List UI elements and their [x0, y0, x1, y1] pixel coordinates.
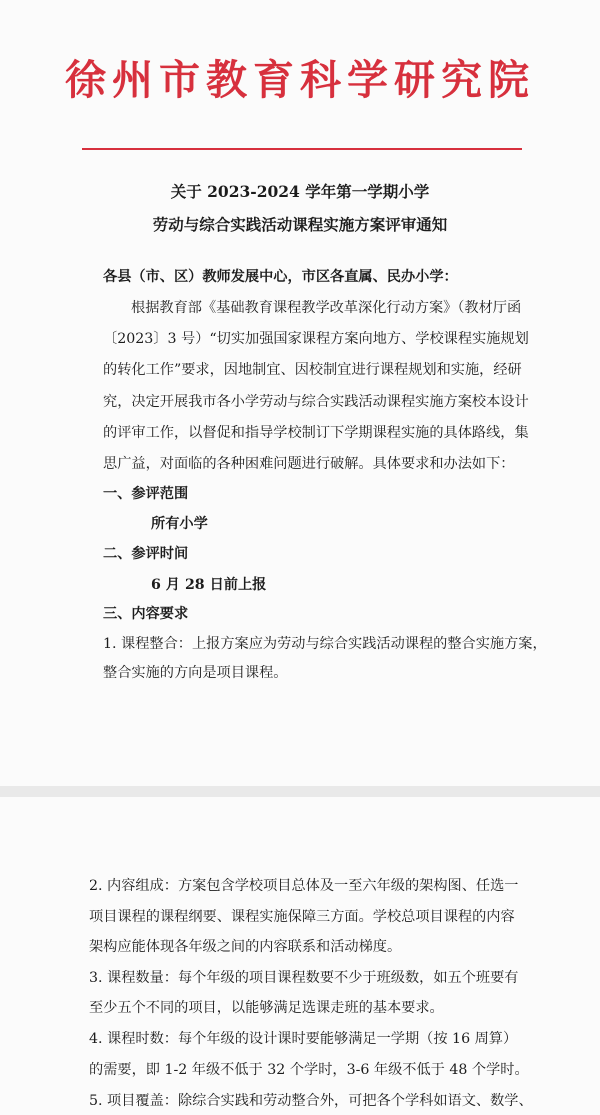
intro-line: 思广益，对面临的各种困难问题进行破解。具体要求和办法如下：	[103, 456, 515, 472]
requirement-item: 的需要，即 1-2 年级不低于 32 个学时，3-6 年级不低于 48 个学时。	[89, 1062, 529, 1078]
section-content: 所有小学	[151, 516, 208, 532]
intro-line: 究，决定开展我市各小学劳动与综合实践活动课程实施方案校本设计	[103, 394, 529, 410]
intro-line: 的转化工作”要求，因地制宜、因校制宜进行课程规划和实施，经研	[103, 362, 522, 378]
section-heading: 三、内容要求	[103, 606, 189, 622]
requirement-item: 2. 内容组成：方案包含学校项目总体及一至六年级的架构图、任选一	[89, 878, 519, 894]
section-heading: 二、参评时间	[103, 546, 189, 562]
notice-title-line-1: 关于 2023-2024 学年第一学期小学	[170, 182, 430, 201]
requirement-item: 整合实施的方向是项目课程。	[103, 665, 288, 681]
section-heading: 一、参评范围	[103, 486, 189, 502]
requirement-item: 至少五个不同的项目，以能够满足选课走班的基本要求。	[89, 1000, 444, 1016]
notice-title-line-2: 劳动与综合实践活动课程实施方案评审通知	[152, 215, 448, 234]
requirement-item: 3. 课程数量：每个年级的项目课程数要不少于班级数，如五个班要有	[89, 970, 519, 986]
salutation: 各县（市、区）教师发展中心，市区各直属、民办小学：	[103, 269, 458, 285]
requirement-item: 1. 课程整合：上报方案应为劳动与综合实践活动课程的整合实施方案，	[103, 636, 547, 652]
requirement-item: 5. 项目覆盖：除综合实践和劳动整合外，可把各个学科如语文、数学、	[89, 1093, 533, 1109]
requirement-item: 4. 课程时数：每个年级的设计课时要能够满足一学期（按 16 周算）	[89, 1031, 518, 1047]
intro-line: 〔2023〕3 号）“切实加强国家课程方案向地方、学校课程实施规划	[103, 331, 529, 347]
requirement-item: 项目课程的课程纲要、课程实施保障三方面。学校总项目课程的内容	[89, 909, 515, 925]
letterhead-red-rule	[82, 148, 522, 150]
intro-line: 根据教育部《基础教育课程教学改革深化行动方案》（教材厅函	[131, 300, 522, 316]
section-content: 6 月 28 日前上报	[151, 577, 267, 593]
org-letterhead-title: 徐州市教育科学研究院	[65, 56, 535, 104]
document-page-2	[0, 797, 600, 1115]
requirement-item: 架构应能体现各年级之间的内容联系和活动梯度。	[89, 939, 402, 955]
page-separator	[0, 786, 600, 797]
intro-line: 的评审工作，以督促和指导学校制订下学期课程实施的具体路线，集	[103, 425, 529, 441]
